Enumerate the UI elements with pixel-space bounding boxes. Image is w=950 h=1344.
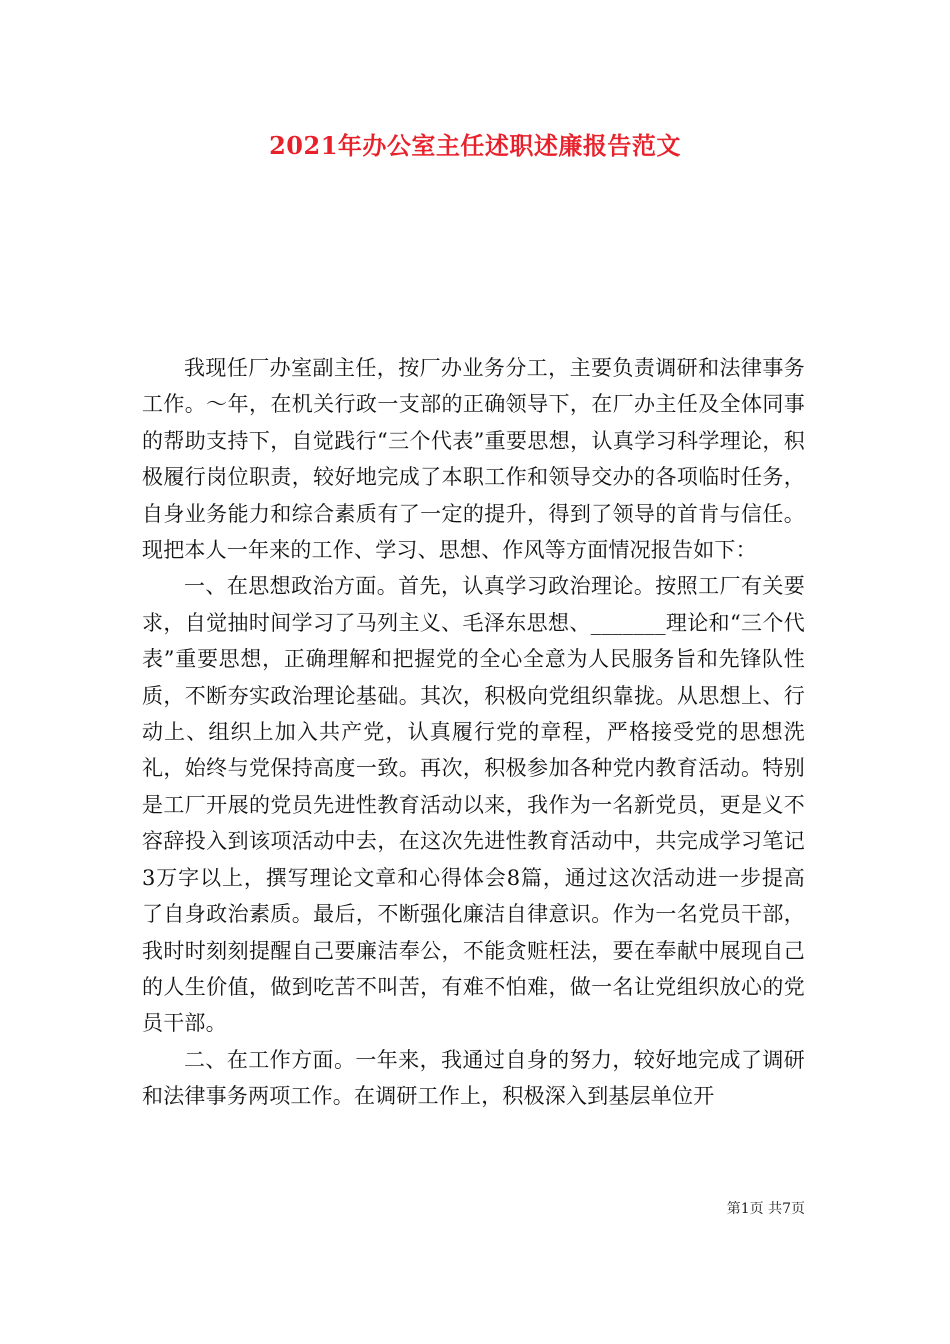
document-title: 2021年办公室主任述职述廉报告范文 bbox=[269, 131, 681, 160]
body-paragraph-intro: 我现任厂办室副主任，按厂办业务分工，主要负责调研和法律事务工作。～年，在机关行政一支部的正确领导下，在厂办主任及全体同事的帮助支持下，自觉践行“三个代表”重要思想，认真学习科学理论，积极履行岗位职责，较好地完成了本职工作和领导交办的各项临时任务，自身业务能力和综合素质有了一定的提升，得到了领导的首肯与信任。现把本人一年来的工作、学习、思想、作风等方面情况报告如下： bbox=[142, 356, 805, 563]
document-body bbox=[142, 350, 805, 1115]
page-number-footer: 第1页 共7页 bbox=[726, 1201, 805, 1217]
body-paragraph-work: 二、在工作方面。一年来，我通过自身的努力，较好地完成了调研和法律事务两项工作。在调研工作上，积极深入到基层单位开 bbox=[142, 1047, 805, 1109]
body-paragraph-political: 一、在思想政治方面。首先，认真学习政治理论。按照工厂有关要求，自觉抽时间学习了马列主义、毛泽东思想、_______理论和“三个代表”重要思想，正确理解和把握党的全心全意为人民服务旨和先锋队性质，不断夯实政治理论基础。其次，积极向党组织靠拢。从思想上、行动上、组织上加入共产党，认真履行党的章程，严格接受党的思想洗礼，始终与党保持高度一致。再次，积极参加各种党内教育活动。特别是工厂开展的党员先进性教育活动以来，我作为一名新党员，更是义不容辞投入到该项活动中去，在这次先进性教育活动中，共完成学习笔记3万字以上，撰写理论文章和心得体会8篇，通过这次活动进一步提高了自身政治素质。最后，不断强化廉洁自律意识。作为一名党员干部，我时时刻刻提醒自己要廉洁奉公，不能贪赃枉法，要在奉献中展现自己的人生价值，做到吃苦不叫苦，有难不怕难，做一名让党组织放心的党员干部。 bbox=[142, 574, 805, 1036]
